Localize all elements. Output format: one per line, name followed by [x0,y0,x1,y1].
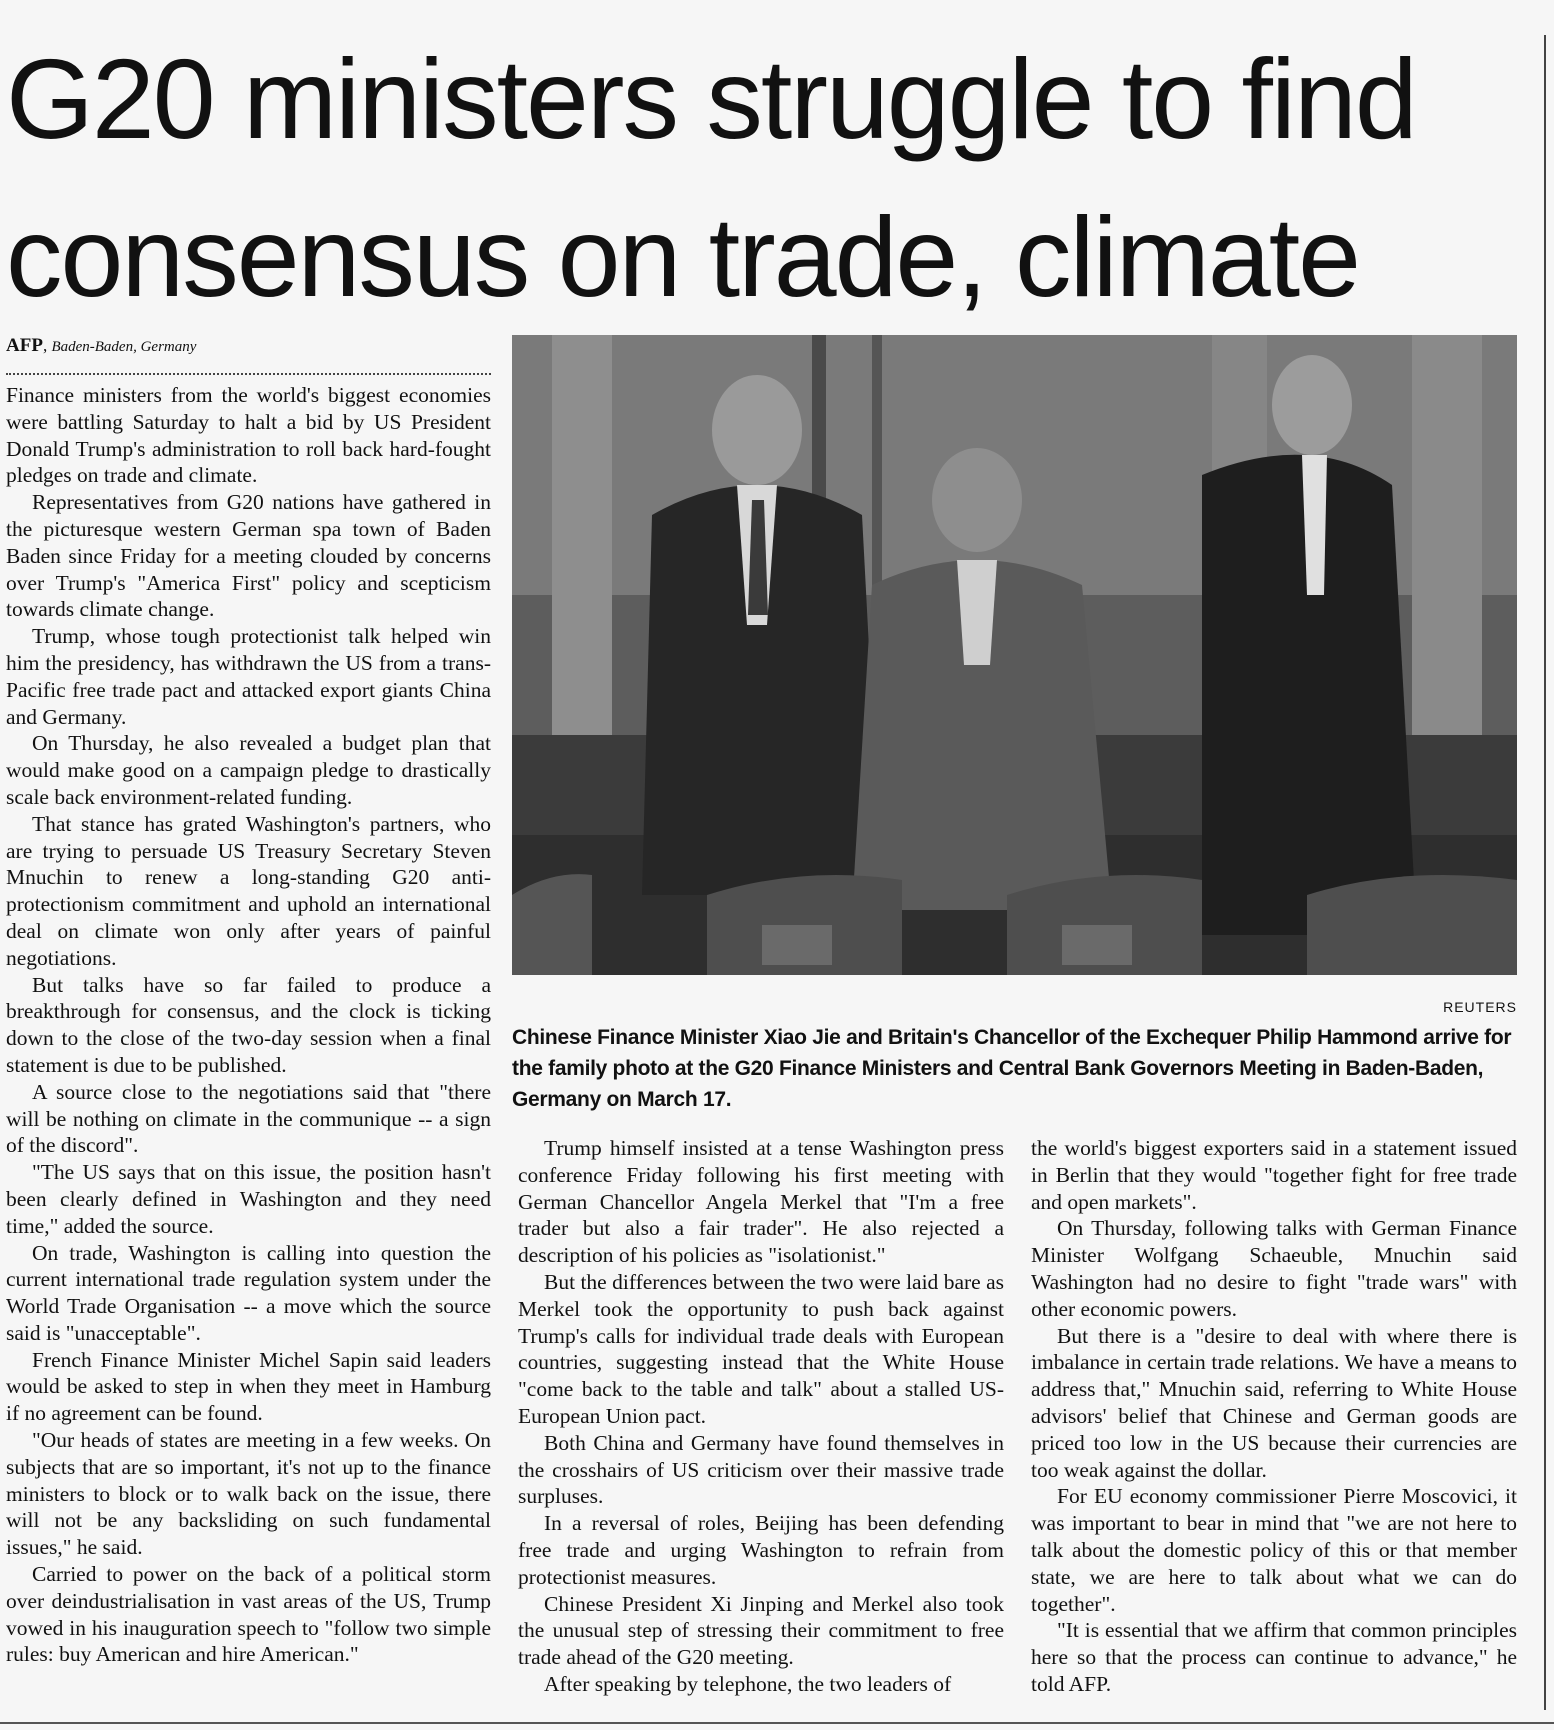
byline-divider [6,373,491,375]
news-photo [512,335,1517,975]
photo-credit: REUTERS [1443,999,1517,1015]
paragraph: Both China and Germany have found themselves in the crosshairs of US criticism over their massive trade surpluses. [518,1430,1004,1509]
byline-agency: AFP [6,335,43,356]
paragraph: Finance ministers from the world's biggest economies were battling Saturday to halt a bid by US President Donald Trump's administration to roll back hard-fought pledges on trade and climate. [6,383,491,488]
paragraph: On trade, Washington is calling into question the current international trade regulation system under the World Trade Organisation -- a move which the source said is "unacceptable". [6,1240,491,1345]
photo-caption: Chinese Finance Minister Xiao Jie and Britain's Chancellor of the Exchequer Philip Hammond arrive for the family photo at the G20 Finance Ministers and Central Bank Governors Meeting in Baden-Baden, Germany on March 17. [512,1026,1512,1111]
paragraph: After speaking by telephone, the two leaders of [544,1671,952,1696]
paragraph: Chinese President Xi Jinping and Merkel also took the unusual step of stressing their commitment to free trade ahead of the G20 meeting. [518,1591,1004,1670]
article-column-3 [1031,1135,1517,1698]
photo-illustration [512,335,1517,975]
headline-line-2: consensus on trade, climate [6,194,1359,320]
paragraph: But there is a "desire to deal with where there is imbalance in certain trade relations. We have a means to address that," Mnuchin said, referring to White House advisors' belief that Chinese and German goods are priced too low in the US because their currencies are too weak against the dollar. [1031,1323,1517,1482]
byline: AFP, Baden-Baden, Germany [6,335,197,356]
paragraph: But talks have so far failed to produce a breakthrough for consensus, and the clock is ticking down to the close of the two-day session when a final statement is due to be published. [6,972,491,1077]
paragraph: the world's biggest exporters said in a statement issued in Berlin that they would "together fight for free trade and open markets". [1031,1136,1517,1214]
paragraph: "It is essential that we affirm that common principles here so that the process can continue to advance," he told AFP. [1031,1618,1517,1696]
paragraph: Trump, whose tough protectionist talk helped win him the presidency, has withdrawn the US from a trans-Pacific free trade pact and attacked export giants China and Germany. [6,624,491,729]
paragraph: That stance has grated Washington's partners, who are trying to persuade US Treasury Secretary Steven Mnuchin to renew a long-standing G20 anti-protectionism commitment and uphold an international deal on climate won only after years of painful negotiations. [6,811,491,970]
paragraph: In a reversal of roles, Beijing has been defending free trade and urging Washington to refrain from protectionist measures. [518,1511,1004,1589]
paragraph: For EU economy commissioner Pierre Moscovici, it was important to bear in mind that "we are not here to talk about the domestic policy of this or that member state, we are here to talk about what we can do together". [1031,1484,1517,1616]
bottom-rule [0,1722,1554,1724]
paragraph: Carried to power on the back of a political storm over deindustrialisation in vast areas of the US, Trump vowed in his inauguration speech to "follow two simple rules: buy American and hire American." [6,1562,491,1667]
paragraph: "Our heads of states are meeting in a few weeks. On subjects that are so important, it's not up to the finance ministers to block or to walk back on the issue, there will not be any backsliding on such fundamental issues," he said. [6,1428,491,1560]
headline-line-1: G20 ministers struggle to find [6,36,1416,162]
paragraph: But the differences between the two were laid bare as Merkel took the opportunity to push back against Trump's calls for individual trade deals with European countries, suggesting instead that the White House "come back to the table and talk" about a stalled US-European Union pact. [518,1269,1004,1428]
byline-location: Baden-Baden, Germany [51,339,197,355]
headline [6,20,1506,336]
paragraph: Representatives from G20 nations have gathered in the picturesque western German spa town of Baden Baden since Friday for a meeting clouded by concerns over Trump's "America First" policy and scepticism towards climate change. [6,490,491,622]
paragraph: On Thursday, he also revealed a budget plan that would make good on a campaign pledge to drastically scale back environment-related funding. [6,731,491,809]
paragraph: A source close to the negotiations said that "there will be nothing on climate in the communique -- a sign of the discord". [6,1079,491,1158]
column-rule-right [1544,35,1546,1710]
paragraph: Trump himself insisted at a tense Washington press conference Friday following his first meeting with German Chancellor Angela Merkel that "I'm a free trader but also a fair trader". He also rejected a description of his policies as "isolationist." [518,1136,1004,1268]
paragraph: On Thursday, following talks with German Finance Minister Wolfgang Schaeuble, Mnuchin said Washington had no desire to fight "trade wars" with other economic powers. [1031,1216,1517,1321]
paragraph: French Finance Minister Michel Sapin said leaders would be asked to step in when they meet in Hamburg if no agreement can be found. [6,1347,491,1426]
article-column-2 [518,1135,1004,1698]
article-column-1 [6,382,491,1668]
paragraph: "The US says that on this issue, the position hasn't been clearly defined in Washington and they need time," added the source. [6,1160,491,1238]
